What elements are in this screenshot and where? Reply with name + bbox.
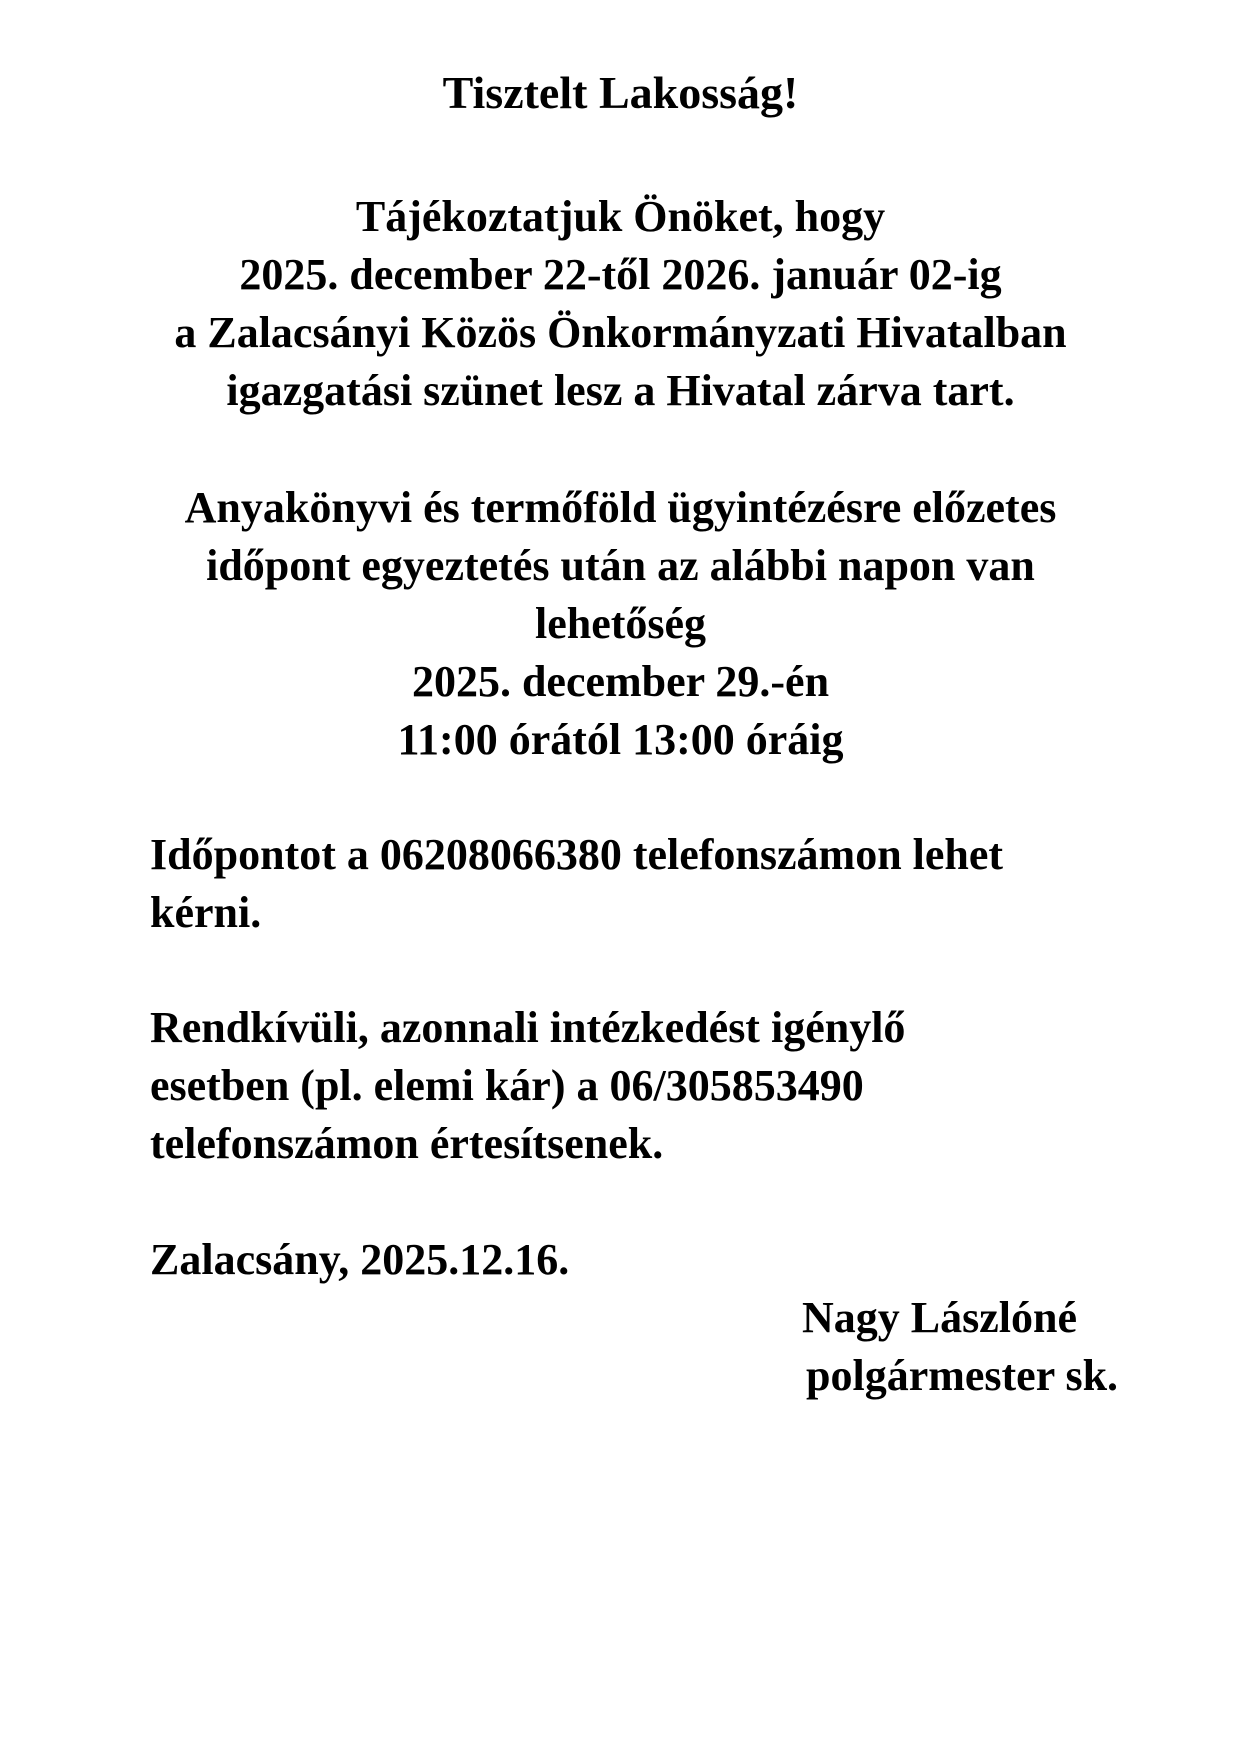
appointment-date: 2025. december 29.-én: [411, 657, 830, 706]
intro-line: Tájékoztatjuk Önöket, hogy: [355, 192, 886, 241]
signature-title: polgármester sk.: [806, 1351, 1119, 1400]
intro-line: a Zalacsányi Közös Önkormányzati Hivatalban: [174, 308, 1067, 357]
appointment-time: 11:00 órától 13:00 óráig: [397, 715, 844, 764]
emergency-line: Rendkívüli, azonnali intézkedést igénylő: [150, 1003, 906, 1052]
signature-name: Nagy Lászlóné: [802, 1293, 1077, 1342]
appointment-line: Anyakönyvi és termőföld ügyintézésre előzetes: [184, 483, 1057, 532]
emergency-line: esetben (pl. elemi kár) a 06/305853490: [150, 1061, 864, 1110]
contact-line: kérni.: [150, 888, 262, 937]
intro-line: 2025. december 22-től 2026. január 02-ig: [239, 250, 1002, 299]
contact-line: Időpontot a 06208066380 telefonszámon lehet: [150, 830, 1004, 879]
appointment-line: időpont egyeztetés után az alábbi napon van: [206, 541, 1035, 590]
notice-heading: Tisztelt Lakosság!: [442, 67, 799, 118]
intro-line: igazgatási szünet lesz a Hivatal zárva tart.: [226, 366, 1015, 415]
place-date: Zalacsány, 2025.12.16.: [150, 1235, 570, 1284]
emergency-line: telefonszámon értesítsenek.: [150, 1119, 664, 1168]
appointment-line: lehetőség: [534, 599, 707, 648]
